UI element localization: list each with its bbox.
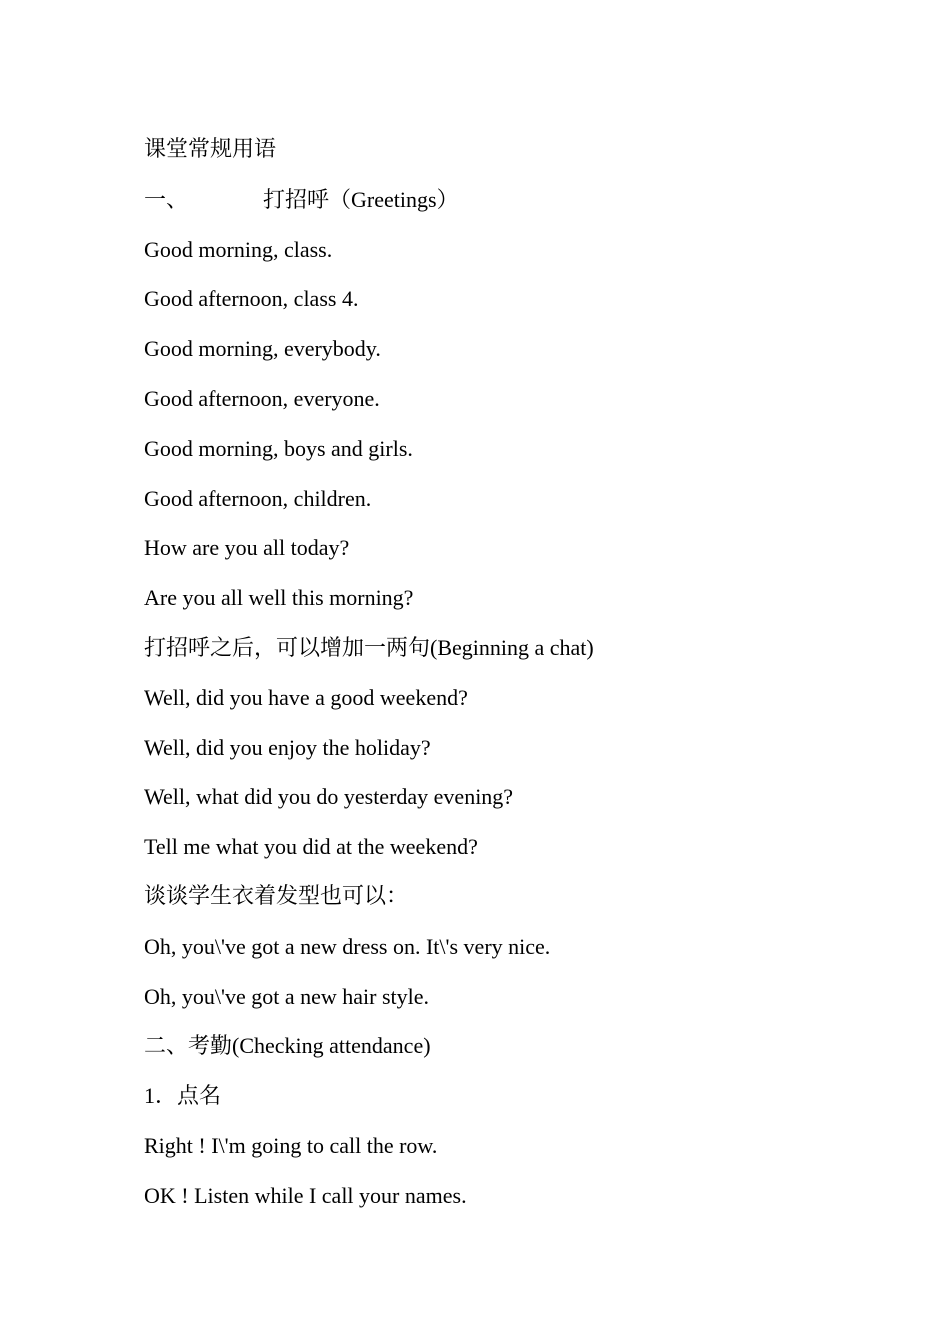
section-heading-close: ） xyxy=(436,187,459,213)
subsection-heading-cn: 点名 xyxy=(177,1084,222,1110)
greeting-line: Good morning, class. xyxy=(144,236,333,262)
section2-heading-cn: 二、考勤 xyxy=(144,1034,233,1060)
greeting-line: Good afternoon, everyone. xyxy=(144,385,380,411)
greeting-line: Good morning, boys and girls. xyxy=(144,435,413,461)
document-body xyxy=(144,130,844,1226)
greeting-line: Good morning, everybody. xyxy=(144,336,381,362)
chat-line: Tell me what you did at the weekend? xyxy=(144,834,478,860)
chat-line: Well, did you have a good weekend? xyxy=(144,684,468,710)
section-number: 一、 xyxy=(144,187,189,213)
subsection-roll-call xyxy=(144,1076,844,1126)
chat-heading-cn: 打招呼之后，可以增加一两句 xyxy=(144,635,431,661)
attendance-line: OK ! Listen while I call your names. xyxy=(144,1182,467,1208)
section-heading-greetings xyxy=(144,180,844,230)
document-title: 课堂常规用语 xyxy=(144,137,277,162)
chat-heading xyxy=(144,628,844,678)
section-heading-attendance xyxy=(144,1026,844,1076)
clothes-heading: 谈谈学生衣着发型也可以： xyxy=(144,883,409,909)
chat-line: Well, what did you do yesterday evening? xyxy=(144,784,514,810)
clothes-line: Oh, you\'ve got a new dress on. It\'s very nice. xyxy=(144,933,551,959)
subsection-number: 1． xyxy=(144,1083,178,1109)
chat-line: Well, did you enjoy the holiday? xyxy=(144,734,431,760)
greeting-line: How are you all today? xyxy=(144,535,350,561)
section2-heading-en: (Checking attendance) xyxy=(232,1033,431,1059)
section-heading-cn: 打招呼（ xyxy=(263,187,352,213)
attendance-line: Right ! I\'m going to call the row. xyxy=(144,1132,438,1158)
clothes-line: Oh, you\'ve got a new hair style. xyxy=(144,983,430,1009)
greeting-line: Good afternoon, children. xyxy=(144,485,372,511)
section-heading-en: Greetings xyxy=(351,186,437,212)
greeting-line: Are you all well this morning? xyxy=(144,585,414,611)
greeting-line: Good afternoon, class 4. xyxy=(144,286,359,312)
chat-heading-en: (Beginning a chat) xyxy=(430,634,594,660)
